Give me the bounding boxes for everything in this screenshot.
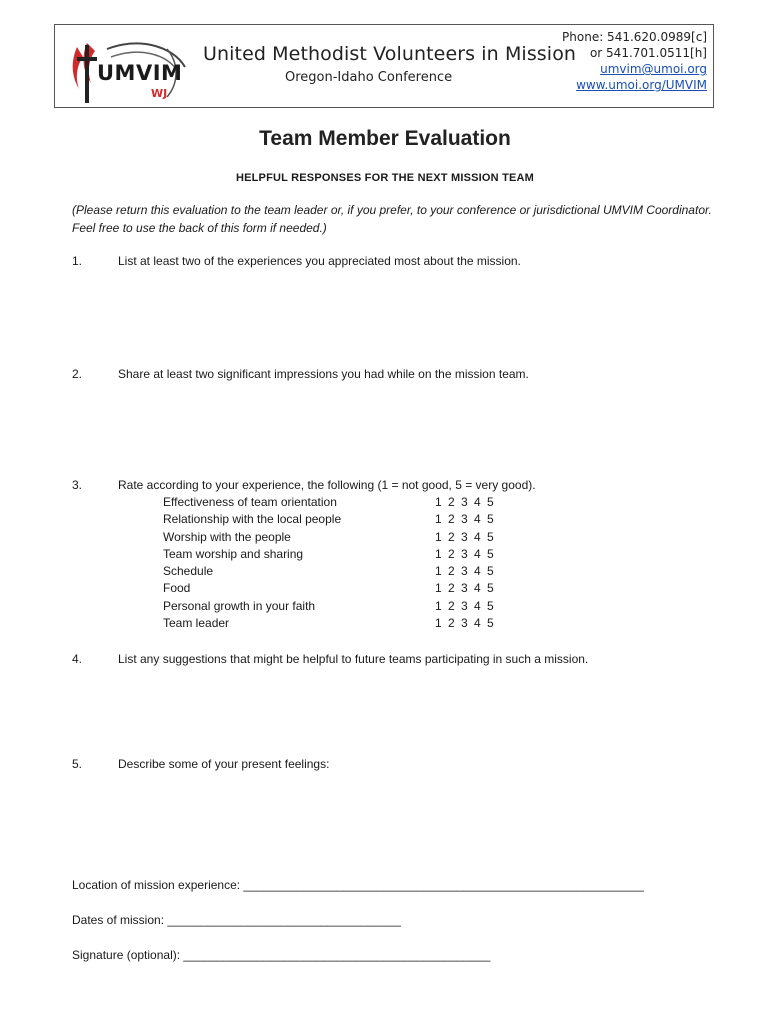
question-number: 3.	[72, 478, 83, 492]
question-text: List any suggestions that might be helpful to future teams participating in such a mission.	[118, 652, 589, 666]
rating-scale: 1 2 3 4 5	[435, 495, 494, 509]
phone-alt: or 541.701.0511[h]	[589, 46, 707, 60]
intro-text: (Please return this evaluation to the team leader or, if you prefer, to your conference or jurisdictional UMVIM Coordinator. Feel free to use the back of this form if needed.)	[72, 203, 712, 235]
rating-scale: 1 2 3 4 5	[435, 564, 494, 579]
rating-label: Effectiveness of team orientation	[163, 495, 337, 509]
rating-scale: 1 2 3 4 5	[435, 598, 494, 613]
question-text: Rate according to your experience, the following (1 = not good, 5 = very good).	[118, 478, 536, 492]
question-number: 4.	[72, 652, 83, 666]
umvim-logo	[67, 39, 191, 107]
dates-field[interactable]: Dates of mission: ___________________________________	[72, 913, 401, 927]
rating-scale: 1 2 3 4 5	[435, 512, 494, 527]
org-name: United Methodist Volunteers in Mission	[203, 43, 577, 65]
signature-field[interactable]: Signature (optional): ______________________________________________	[72, 948, 491, 962]
rating-scale: 1 2 3 4 5	[435, 546, 494, 561]
rating-scale: 1 2 3 4 5	[435, 616, 494, 631]
rating-label: Schedule	[163, 564, 214, 579]
question-number: 2.	[72, 367, 83, 381]
rating-scale: 1 2 3 4 5	[435, 581, 494, 596]
rating-label: Team worship and sharing	[163, 546, 304, 561]
page-title: Team Member Evaluation	[259, 127, 511, 150]
question-text: Share at least two significant impressions you had while on the mission team.	[118, 367, 529, 381]
rating-scale: 1 2 3 4 5	[435, 529, 494, 544]
question-text: List at least two of the experiences you appreciated most about the mission.	[118, 254, 521, 268]
location-field[interactable]: Location of mission experience: ____________________________________________________________	[72, 878, 644, 892]
org-subtitle: Oregon-Idaho Conference	[285, 70, 453, 85]
rating-label: Food	[163, 581, 191, 596]
question-number: 1.	[72, 254, 83, 268]
phone: Phone: 541.620.0989[c]	[562, 30, 707, 44]
contact-block	[562, 29, 707, 93]
question-number: 5.	[72, 757, 83, 771]
rating-label: Relationship with the local people	[163, 512, 342, 527]
rating-label: Team leader	[163, 616, 230, 631]
rating-label: Worship with the people	[163, 529, 291, 544]
logo-text: UMVIM	[97, 61, 183, 85]
letterhead	[54, 24, 714, 108]
email-link[interactable]: umvim@umoi.org	[600, 62, 707, 76]
page-subtitle: HELPFUL RESPONSES FOR THE NEXT MISSION TEAM	[235, 172, 535, 184]
rating-label: Personal growth in your faith	[163, 598, 316, 613]
logo-sub: WJ	[151, 87, 168, 100]
question-text: Describe some of your present feelings:	[118, 757, 330, 771]
website-link[interactable]: www.umoi.org/UMVIM	[576, 78, 707, 92]
